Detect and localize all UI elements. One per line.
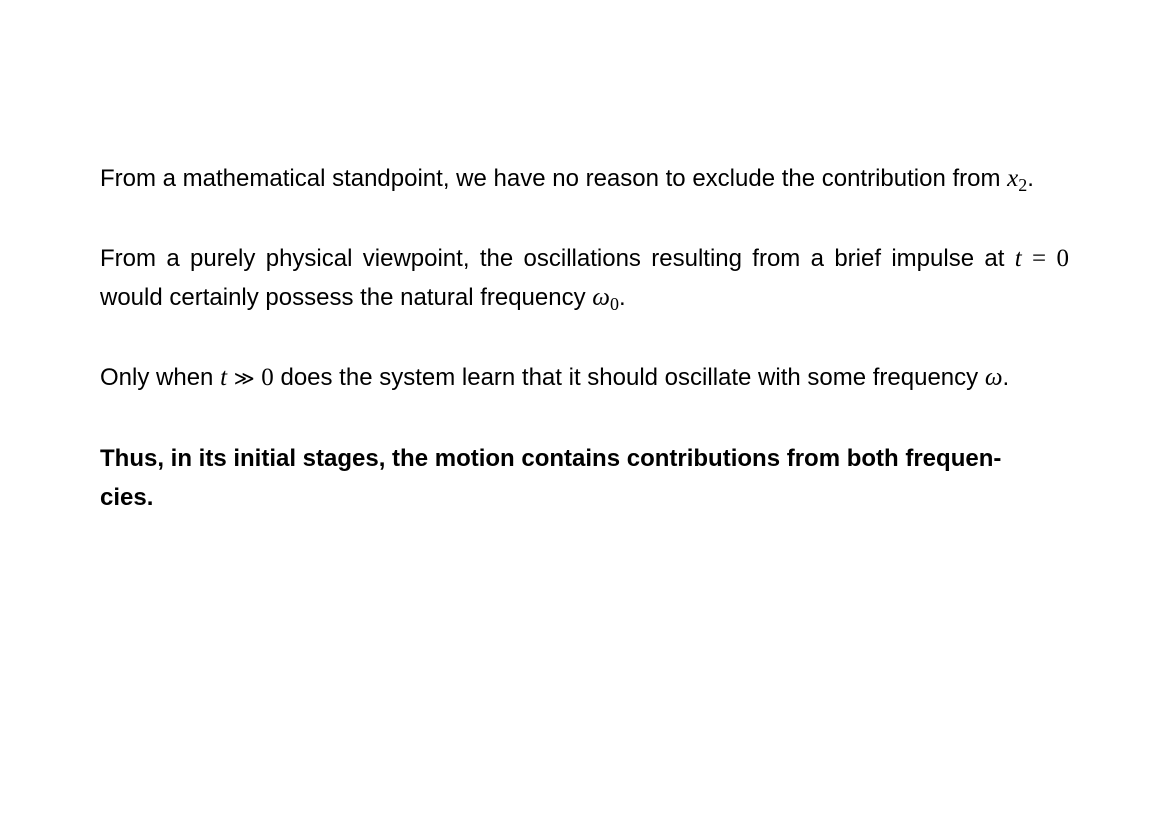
math-zero: 0 [1056,245,1069,272]
math-subscript-0: 0 [609,294,619,314]
p2-middle: would certainly possess the natural frequency [100,284,593,311]
math-much-greater: ≫ [233,366,255,390]
p3-middle: does the system learn that it should oscillate with some frequency [273,364,985,391]
p4-line1: Thus, in its initial stages, the motion contains contributions from both frequen- [100,445,1002,472]
p1-text: From a mathematical standpoint, we have no reason to exclude the contribution from [100,165,1008,192]
math-omega: ω [984,364,1003,391]
p1-end: . [1027,165,1034,192]
p4-line2: cies. [100,484,154,511]
math-subscript-2: 2 [1018,175,1028,195]
paragraph-mathematical-standpoint [100,159,1069,198]
math-zero: 0 [261,364,274,391]
math-omega: ω [592,284,610,311]
paragraph-only-when [100,358,1069,398]
p2-end: . [618,284,626,311]
math-t: t [220,364,228,391]
p3-start: Only when [100,364,221,391]
math-t: t [1014,245,1022,272]
math-equals: = [1032,245,1047,272]
paragraph-conclusion [100,439,1069,517]
p3-end: . [1002,364,1010,391]
document-body [100,159,1069,558]
p2-start: From a purely physical viewpoint, the oscillations resulting from a brief impulse at [100,245,1015,272]
math-x: x [1007,165,1019,192]
paragraph-physical-viewpoint [100,239,1069,317]
